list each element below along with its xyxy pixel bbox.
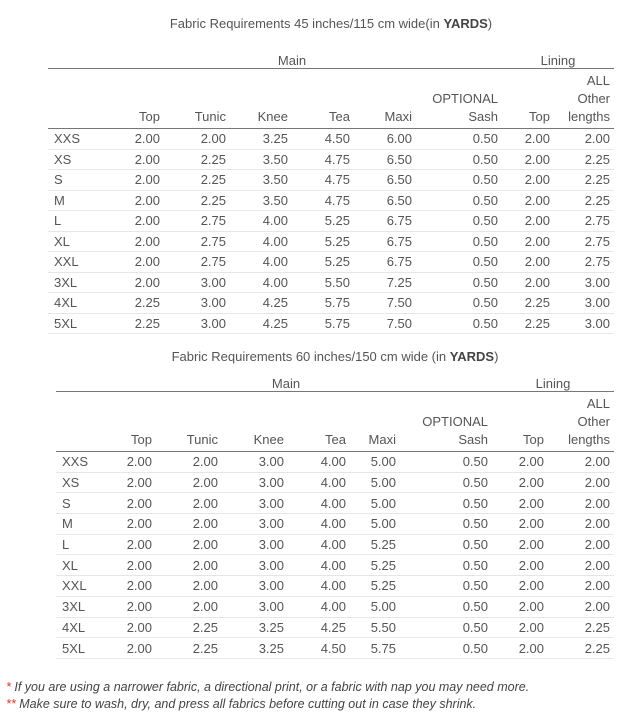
value-cell: 2.00 [492, 617, 548, 638]
value-cell: 5.00 [350, 472, 400, 493]
value-cell: 2.00 [100, 231, 164, 252]
table-caption [48, 13, 614, 53]
column-header-knee: Knee [222, 392, 288, 452]
value-cell: 2.00 [100, 252, 164, 273]
footnote-text: If you are using a narrower fabric, a directional print, or a fabric with nap you may need more. [10, 680, 530, 694]
value-cell: 2.25 [548, 638, 614, 659]
value-cell: 2.25 [554, 190, 614, 211]
value-cell: 4.00 [288, 452, 350, 473]
table-row [56, 555, 614, 576]
footnotes [6, 679, 529, 713]
value-cell: 5.00 [350, 596, 400, 617]
size-cell: 4XL [48, 293, 100, 314]
value-cell: 6.00 [354, 129, 416, 150]
value-cell: 0.50 [400, 576, 492, 597]
value-cell: 4.25 [230, 313, 292, 334]
value-cell: 3.00 [222, 514, 288, 535]
value-cell: 2.25 [164, 149, 230, 170]
size-cell: S [48, 170, 100, 191]
value-cell: 2.00 [492, 534, 548, 555]
value-cell: 4.50 [292, 129, 354, 150]
value-cell: 6.50 [354, 149, 416, 170]
column-header-tunic: Tunic [164, 69, 230, 129]
value-cell: 2.25 [502, 313, 554, 334]
table-row [48, 293, 614, 314]
column-header-row [48, 69, 614, 129]
value-cell: 2.00 [502, 149, 554, 170]
value-cell: 0.50 [416, 231, 502, 252]
group-header-lining: Lining [492, 376, 614, 392]
footnote-text: Make sure to wash, dry, and press all fabrics before cutting out in case they shrink. [15, 697, 477, 711]
value-cell: 2.00 [100, 190, 164, 211]
value-cell: 2.00 [112, 452, 156, 473]
value-cell: 2.00 [492, 555, 548, 576]
value-cell: 3.50 [230, 149, 292, 170]
value-cell: 5.00 [350, 514, 400, 535]
value-cell: 2.00 [100, 272, 164, 293]
value-cell: 7.50 [354, 293, 416, 314]
value-cell: 0.50 [416, 190, 502, 211]
value-cell: 2.25 [164, 170, 230, 191]
value-cell: 2.00 [112, 493, 156, 514]
size-cell: XXL [48, 252, 100, 273]
value-cell: 2.75 [554, 211, 614, 232]
value-cell: 2.25 [100, 313, 164, 334]
column-header-size [48, 69, 100, 129]
value-cell: 2.75 [164, 252, 230, 273]
size-cell: XL [48, 231, 100, 252]
value-cell: 2.00 [492, 493, 548, 514]
value-cell: 2.00 [156, 472, 222, 493]
value-cell: 4.00 [288, 534, 350, 555]
value-cell: 2.00 [156, 555, 222, 576]
table-row [56, 514, 614, 535]
value-cell: 4.00 [288, 555, 350, 576]
value-cell: 2.00 [548, 596, 614, 617]
value-cell: 2.00 [492, 514, 548, 535]
fabric-table-60in [56, 346, 614, 659]
value-cell: 2.00 [502, 231, 554, 252]
column-header-lining-top: Top [502, 69, 554, 129]
column-header-size [56, 392, 112, 452]
size-cell: 3XL [48, 272, 100, 293]
table-row [56, 493, 614, 514]
value-cell: 2.25 [100, 293, 164, 314]
value-cell: 5.00 [350, 452, 400, 473]
value-cell: 2.25 [548, 617, 614, 638]
value-cell: 0.50 [416, 313, 502, 334]
table-row [48, 211, 614, 232]
value-cell: 0.50 [400, 617, 492, 638]
size-cell: M [56, 514, 112, 535]
value-cell: 2.00 [548, 534, 614, 555]
value-cell: 2.00 [502, 190, 554, 211]
table-row [48, 149, 614, 170]
column-header-lining-top: Top [492, 392, 548, 452]
value-cell: 3.25 [230, 129, 292, 150]
value-cell: 0.50 [416, 149, 502, 170]
value-cell: 2.00 [156, 576, 222, 597]
value-cell: 5.25 [292, 231, 354, 252]
table-row [48, 129, 614, 150]
requirements-table [48, 53, 614, 334]
table-caption [56, 346, 614, 376]
size-cell: 3XL [56, 596, 112, 617]
value-cell: 2.00 [112, 596, 156, 617]
column-header-tunic: Tunic [156, 392, 222, 452]
size-cell: M [48, 190, 100, 211]
value-cell: 2.00 [548, 472, 614, 493]
size-cell: 4XL [56, 617, 112, 638]
value-cell: 6.50 [354, 190, 416, 211]
value-cell: 2.00 [112, 555, 156, 576]
value-cell: 0.50 [400, 534, 492, 555]
value-cell: 0.50 [400, 514, 492, 535]
caption-unit: YARDS [443, 16, 488, 31]
value-cell: 5.25 [350, 555, 400, 576]
table-row [48, 170, 614, 191]
value-cell: 5.25 [292, 252, 354, 273]
value-cell: 5.75 [292, 313, 354, 334]
value-cell: 2.75 [554, 252, 614, 273]
table-row [56, 472, 614, 493]
value-cell: 2.00 [548, 493, 614, 514]
value-cell: 2.25 [156, 617, 222, 638]
value-cell: 5.75 [350, 638, 400, 659]
footnote-1 [6, 679, 529, 696]
value-cell: 4.00 [288, 576, 350, 597]
value-cell: 3.00 [222, 555, 288, 576]
value-cell: 6.50 [354, 170, 416, 191]
value-cell: 5.75 [292, 293, 354, 314]
value-cell: 2.00 [156, 534, 222, 555]
value-cell: 0.50 [416, 170, 502, 191]
size-cell: XS [48, 149, 100, 170]
value-cell: 3.00 [222, 576, 288, 597]
value-cell: 2.00 [502, 170, 554, 191]
size-cell: 5XL [48, 313, 100, 334]
value-cell: 3.00 [222, 493, 288, 514]
table-row [48, 231, 614, 252]
value-cell: 5.50 [350, 617, 400, 638]
value-cell: 3.50 [230, 170, 292, 191]
table-row [56, 617, 614, 638]
value-cell: 0.50 [400, 452, 492, 473]
value-cell: 2.00 [548, 555, 614, 576]
value-cell: 3.00 [222, 452, 288, 473]
caption-prefix: Fabric Requirements 60 inches/150 cm wide (in [171, 349, 447, 364]
value-cell: 3.25 [222, 638, 288, 659]
value-cell: 0.50 [416, 129, 502, 150]
value-cell: 2.00 [492, 576, 548, 597]
value-cell: 0.50 [416, 293, 502, 314]
value-cell: 4.00 [230, 211, 292, 232]
value-cell: 4.00 [288, 493, 350, 514]
value-cell: 3.00 [554, 313, 614, 334]
value-cell: 2.00 [548, 514, 614, 535]
column-header-maxi: Maxi [350, 392, 400, 452]
group-header-main: Main [222, 376, 350, 392]
value-cell: 2.00 [100, 170, 164, 191]
value-cell: 3.00 [222, 472, 288, 493]
value-cell: 2.00 [502, 211, 554, 232]
value-cell: 2.00 [112, 534, 156, 555]
value-cell: 2.00 [100, 149, 164, 170]
value-cell: 3.00 [222, 534, 288, 555]
value-cell: 2.00 [100, 129, 164, 150]
value-cell: 2.75 [164, 231, 230, 252]
value-cell: 2.75 [164, 211, 230, 232]
value-cell: 4.25 [230, 293, 292, 314]
value-cell: 6.75 [354, 211, 416, 232]
value-cell: 2.00 [502, 252, 554, 273]
table-row [48, 272, 614, 293]
value-cell: 3.00 [554, 272, 614, 293]
value-cell: 2.00 [548, 452, 614, 473]
value-cell: 2.00 [548, 576, 614, 597]
size-cell: 5XL [56, 638, 112, 659]
value-cell: 2.00 [502, 129, 554, 150]
value-cell: 3.00 [554, 293, 614, 314]
value-cell: 2.00 [554, 129, 614, 150]
table-row [48, 313, 614, 334]
value-cell: 4.00 [230, 272, 292, 293]
value-cell: 2.00 [502, 272, 554, 293]
value-cell: 4.25 [288, 617, 350, 638]
caption-suffix: ) [494, 349, 499, 364]
value-cell: 3.00 [164, 313, 230, 334]
value-cell: 0.50 [416, 272, 502, 293]
value-cell: 2.25 [156, 638, 222, 659]
table-row [56, 638, 614, 659]
value-cell: 3.50 [230, 190, 292, 211]
value-cell: 3.00 [164, 293, 230, 314]
value-cell: 3.25 [222, 617, 288, 638]
size-cell: S [56, 493, 112, 514]
value-cell: 4.00 [288, 596, 350, 617]
footnote-2 [6, 696, 529, 713]
value-cell: 4.00 [230, 252, 292, 273]
value-cell: 6.75 [354, 252, 416, 273]
column-header-maxi: Maxi [354, 69, 416, 129]
value-cell: 2.00 [112, 472, 156, 493]
footnote-marker: * [6, 680, 11, 694]
group-header-main: Main [230, 53, 354, 69]
value-cell: 0.50 [416, 252, 502, 273]
value-cell: 2.75 [554, 231, 614, 252]
value-cell: 2.00 [112, 617, 156, 638]
value-cell: 5.25 [350, 576, 400, 597]
value-cell: 2.00 [492, 596, 548, 617]
value-cell: 2.00 [156, 514, 222, 535]
value-cell: 2.00 [156, 493, 222, 514]
value-cell: 0.50 [400, 493, 492, 514]
requirements-table [56, 376, 614, 659]
column-header-row [56, 392, 614, 452]
size-cell: XXS [56, 452, 112, 473]
value-cell: 5.25 [292, 211, 354, 232]
value-cell: 2.25 [502, 293, 554, 314]
value-cell: 6.75 [354, 231, 416, 252]
value-cell: 0.50 [400, 555, 492, 576]
column-header-knee: Knee [230, 69, 292, 129]
column-header-top: Top [100, 69, 164, 129]
caption-unit: YARDS [449, 349, 495, 364]
table-row [56, 596, 614, 617]
value-cell: 0.50 [400, 596, 492, 617]
group-header-lining: Lining [502, 53, 614, 69]
table-row [56, 452, 614, 473]
value-cell: 4.75 [292, 170, 354, 191]
value-cell: 4.50 [288, 638, 350, 659]
table-row [56, 576, 614, 597]
value-cell: 5.25 [350, 534, 400, 555]
caption-suffix: ) [487, 16, 493, 31]
table-row [56, 534, 614, 555]
column-header-tea: Tea [288, 392, 350, 452]
fabric-table-45in [48, 13, 614, 334]
value-cell: 4.75 [292, 190, 354, 211]
size-cell: L [48, 211, 100, 232]
footnote-marker: ** [6, 697, 16, 711]
size-cell: XXS [48, 129, 100, 150]
value-cell: 2.00 [112, 514, 156, 535]
value-cell: 2.00 [492, 638, 548, 659]
value-cell: 2.25 [164, 190, 230, 211]
table-row [48, 252, 614, 273]
value-cell: 2.00 [112, 638, 156, 659]
size-cell: XL [56, 555, 112, 576]
value-cell: 2.00 [112, 576, 156, 597]
column-header-top: Top [112, 392, 156, 452]
size-cell: XXL [56, 576, 112, 597]
value-cell: 4.00 [288, 472, 350, 493]
value-cell: 2.00 [164, 129, 230, 150]
value-cell: 2.00 [492, 472, 548, 493]
value-cell: 3.00 [164, 272, 230, 293]
value-cell: 2.00 [156, 452, 222, 473]
value-cell: 0.50 [416, 211, 502, 232]
column-header-tea: Tea [292, 69, 354, 129]
value-cell: 7.25 [354, 272, 416, 293]
value-cell: 2.00 [156, 596, 222, 617]
caption-prefix: Fabric Requirements 45 inches/115 cm wide(in [169, 16, 440, 31]
value-cell: 3.00 [222, 596, 288, 617]
table-body [56, 452, 614, 659]
value-cell: 7.50 [354, 313, 416, 334]
value-cell: 2.00 [100, 211, 164, 232]
value-cell: 0.50 [400, 638, 492, 659]
column-header-sash: OPTIONAL Sash [416, 69, 502, 129]
size-cell: XS [56, 472, 112, 493]
value-cell: 4.00 [288, 514, 350, 535]
size-cell: L [56, 534, 112, 555]
column-header-all-other-lengths: ALL Other lengths [548, 392, 614, 452]
value-cell: 0.50 [400, 472, 492, 493]
value-cell: 4.00 [230, 231, 292, 252]
value-cell: 5.50 [292, 272, 354, 293]
value-cell: 2.25 [554, 170, 614, 191]
column-header-sash: OPTIONAL Sash [400, 392, 492, 452]
table-body [48, 129, 614, 334]
value-cell: 2.25 [554, 149, 614, 170]
value-cell: 2.00 [492, 452, 548, 473]
column-header-all-other-lengths: ALL Other lengths [554, 69, 614, 129]
value-cell: 4.75 [292, 149, 354, 170]
table-row [48, 190, 614, 211]
value-cell: 5.00 [350, 493, 400, 514]
